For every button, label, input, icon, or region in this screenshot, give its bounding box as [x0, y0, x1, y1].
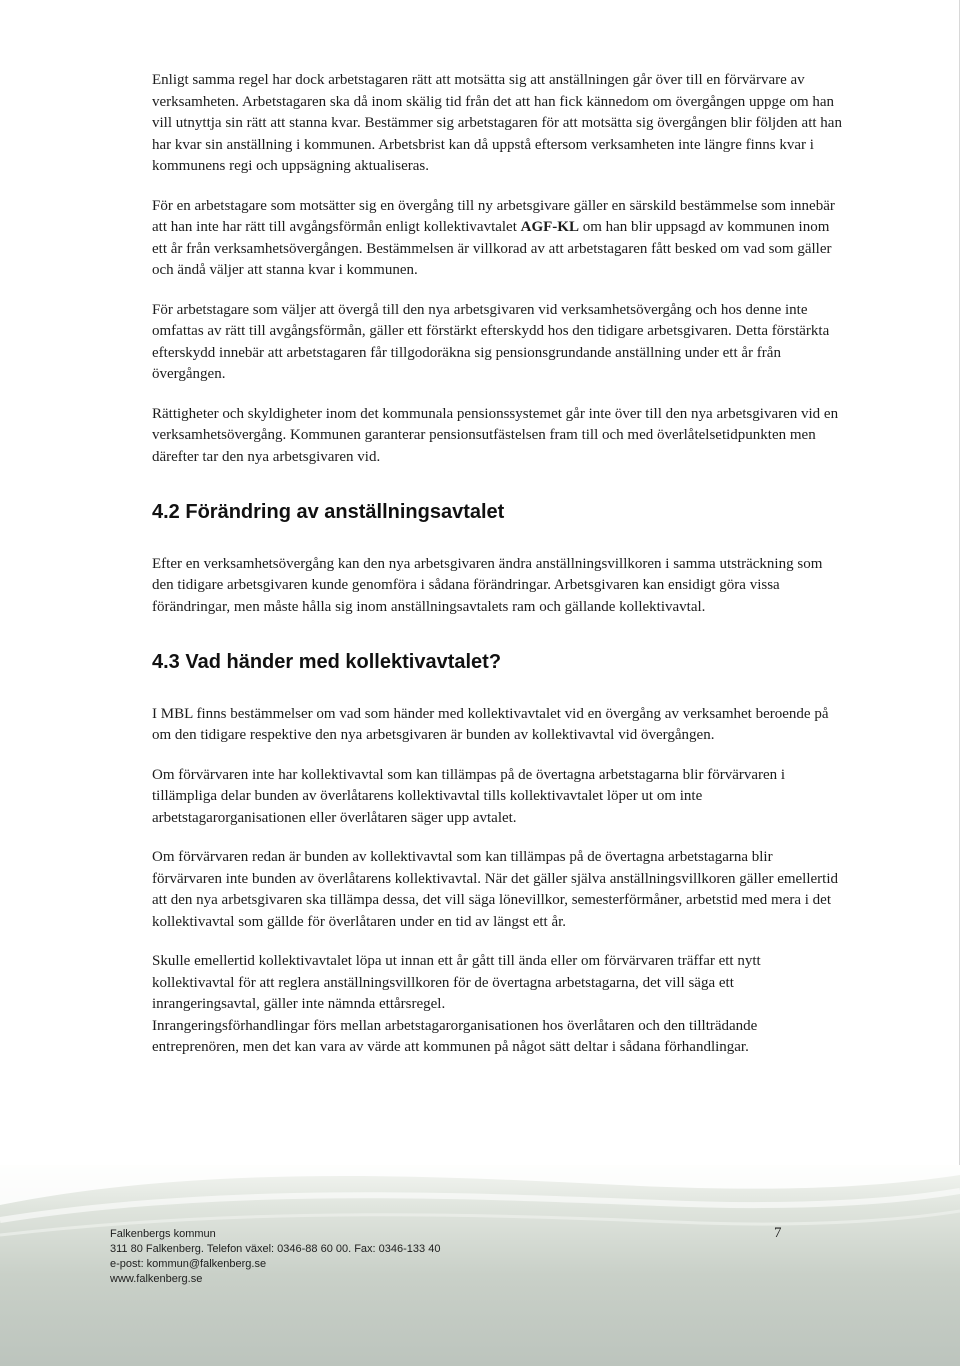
- paragraph-inrangeringsavtal: Skulle emellertid kollektivavtalet löpa ut innan ett år gått till ända eller om förvärvaren träffar ett nytt kollektivavtal för att reglera anställningsvillkoren för de övertagna arbetstagarna, det vill säga ett inrangeringsavtal, gäller inte nämnda ettårsregel.: [152, 953, 761, 1012]
- page-number: 7: [774, 1225, 782, 1241]
- heading-section-4-2: 4.2 Förändring av anställningsavtalet: [152, 501, 505, 523]
- footer-email: e-post: kommun@falkenberg.se: [110, 1258, 267, 1270]
- footer-contact: [110, 1227, 440, 1287]
- footer-org-name: Falkenbergs kommun: [110, 1228, 216, 1240]
- footer-website: www.falkenberg.se: [110, 1273, 203, 1285]
- paragraph-agf-kl-text-before: För en arbetstagare som motsätter sig en övergång till ny arbetsgivare gäller en särskild bestämmelse som innebär att han inte har rätt till avgångsförmån enligt kollektivavtalet: [152, 197, 835, 235]
- document-body: [152, 70, 842, 1077]
- paragraph-agf-kl: [152, 196, 842, 282]
- paragraph-pensionssystemet: Rättigheter och skyldigheter inom det kommunala pensionssystemet går inte över till den nya arbetsgivaren vid en verksamhetsövergång. Kommunen garanterar pensionsutfästelsen fram till och med överlåtelsetidpunkten men därefter tar den nya arbetsgivaren vid.: [152, 405, 839, 465]
- heading-section-4-3: 4.3 Vad händer med kollektivavtalet?: [152, 651, 502, 673]
- paragraph-andring-villkor: Efter en verksamhetsövergång kan den nya arbetsgivaren ändra anställningsvillkoren i samma utsträckning som den tidigare arbetsgivaren kunde genomföra i sådana förändringar. Arbetsgivaren kan ensidigt göra vissa förändringar, men måste hålla sig inom anställningsavtalets ram och gällande kollektivavtal.: [152, 555, 823, 615]
- paragraph-intro: Enligt samma regel har dock arbetstagaren rätt att motsätta sig att anställningen går över till en förvärvare av verksamheten. Arbetstagaren ska då inom skälig tid från det att han fick kännedom om övergången uppge om han vill utnyttja sin rätt att stanna kvar. Bestämmer sig arbetstagaren för att motsätta sig övergången blir följden att han har kvar sin anställning i kommunen. Arbetsbrist kan då uppstå eftersom verksamheten inte längre finns kvar i kommunens regi och uppsägning aktualiseras.: [152, 72, 842, 174]
- paragraph-inrangeringsforhandlingar: Inrangeringsförhandlingar förs mellan arbetstagarorganisationen hos överlåtaren och den tillträdande entreprenören, men det kan vara av värde att kommunen på något sätt deltar i sådana förhandlingar.: [152, 1017, 758, 1055]
- paragraph-mbl: I MBL finns bestämmelser om vad som händer med kollektivavtalet vid en övergång av verksamhet beroende på om den tidigare respektive den nya arbetsgivaren är bunden av kollektivavtal vid övergången.: [152, 705, 829, 743]
- agf-kl-term: AGF-KL: [520, 219, 579, 235]
- paragraph-forstarkt-efterskydd: För arbetstagare som väljer att övergå till den nya arbetsgivaren vid verksamhetsövergång och hos denne inte omfattas av rätt till avgångsförmån, gäller ett förstärkt efterskydd hos den tidigare arbetsgivaren. Detta förstärkta efterskydd innebär att arbetstagaren får tillgodoräkna sig pensionsgrundande anställning under ett år från övergången.: [152, 301, 830, 382]
- paragraph-agf-kl-text-after: om han blir uppsagd av kommunen inom ett år från verksamhetsövergången. Bestämmelsen är villkorad av att arbetstagaren fått besked om vad som gäller och ändå väljer att stanna kvar i kommunen.: [152, 219, 832, 278]
- paragraph-forvarvaren-utan-avtal: Om förvärvaren inte har kollektivavtal som kan tillämpas på de övertagna arbetstagarna blir förvärvaren i tillämpliga delar bunden av överlåtarens kollektivavtal tills kollektivavtalet löper ut om inte arbetstagarorganisationen eller överlåtaren säger upp avtalet.: [152, 766, 786, 826]
- footer-address: 311 80 Falkenberg. Telefon växel: 0346-88 60 00. Fax: 0346-133 40: [110, 1243, 441, 1255]
- paragraph-forvarvaren-bunden: Om förvärvaren redan är bunden av kollektivavtal som kan tillämpas på de övertagna arbetstagarna blir förvärvaren inte bunden av överlåtarens kollektivavtal. När det gäller själva anställningsvillkoren gäller emellertid att den nya arbetsgivaren ska tillämpa dessa, det vill säga lönevillkor, semesterförmåner, arbetstid med mera i det kollektivavtal som gällde för överlåtaren under en tid av längst ett år.: [152, 849, 838, 930]
